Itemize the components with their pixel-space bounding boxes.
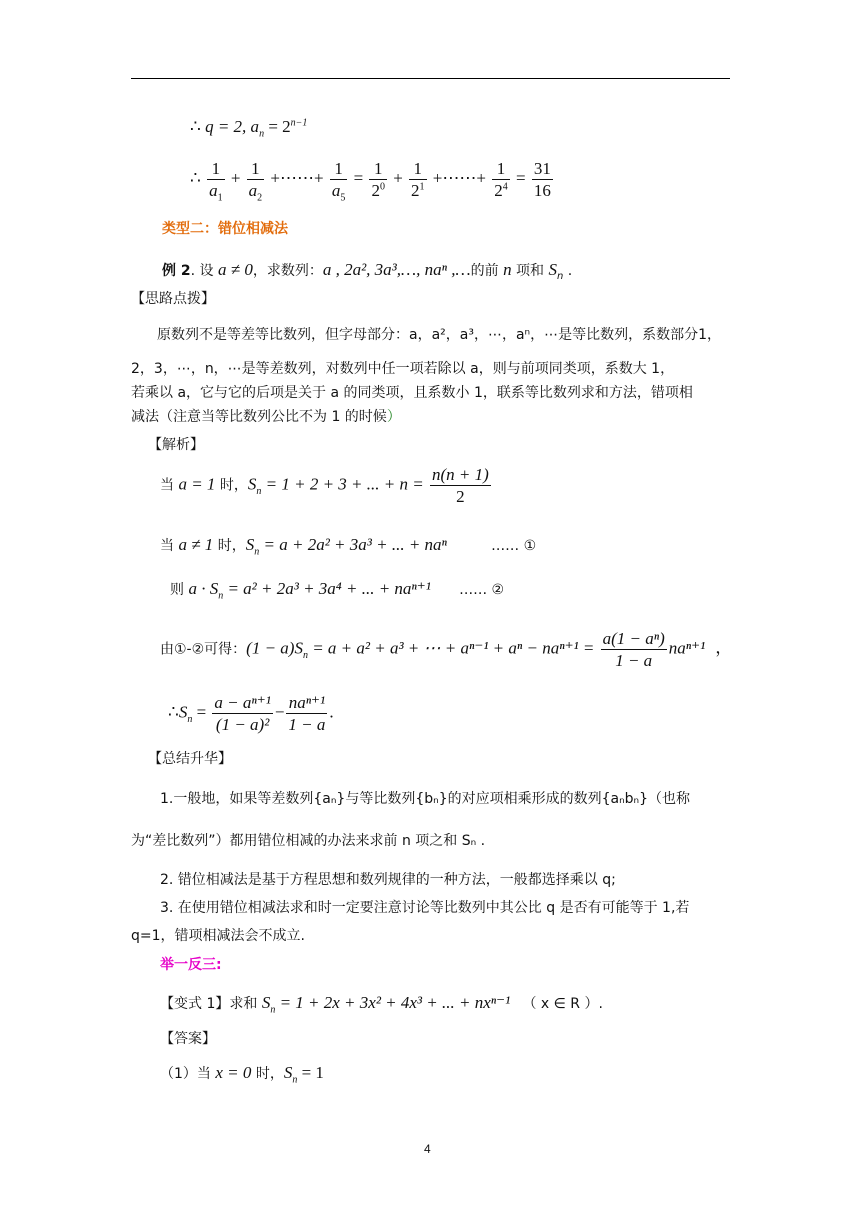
hint-heading: 【思路点拨】 [131,291,215,307]
section-heading-type2: 类型二：错位相减法 [162,221,288,237]
draw-inference-heading: 举一反三: [160,957,222,973]
formula-q-an: ∴ q = 2, $a_n = 2^{n-1}$ [190,117,308,140]
summary-point-1a: 1.一般地，如果等差数列{aₙ}与等比数列{bₙ}的对应项相乘形成的数列{aₙbₙ}（也称 [160,791,691,807]
summary-point-3a: 3. 在使用错位相减法求和时一定要注意讨论等比数列中其公比 q 是否有可能等于 1,若 [160,900,690,916]
summary-point-3b: q=1，错项相减法会不成立. [131,928,305,944]
hint-line-3: 若乘以 a，它与它的后项是关于 a 的同类项，且系数小 1，联系等比数列求和方法，错项相 [131,385,693,401]
summary-heading: 【总结升华】 [148,751,232,767]
answer-heading: 【答案】 [160,1031,216,1047]
summary-point-2: 2. 错位相减法是基于方程思想和数列规律的一种方法，一般都选择乘以 q; [160,872,616,888]
example-2: 例 2. 设 a ≠ 0，求数列：a , 2a², 3a³,…, naⁿ ,…的前 n 项和 $S_n$ . [162,260,573,282]
hint-line-4: 减法（注意当等比数列公比不为 1 的时候） [131,409,401,425]
equation-subtract: 由①-②可得：$(1 - a)S_n = a + a^2 + a^3$ + ⋯ + aⁿ⁻¹ + aⁿ − naⁿ⁺¹ = $\frac{\text{a(1 − aⁿ)}}{1 - a}$ naⁿ⁺¹ ， [160,629,733,670]
case-a-equals-1: 当 a = 1 时，$S_n = 1 + 2 + 3$ + ... + n = $\frac{n(n + 1)}{2}$ [160,465,489,506]
case-a-not-1: 当 a ≠ 1 时，$S_n = a + 2a^2 + 3a^3$ + ... + naⁿ …… ① [160,535,537,558]
header-rule [131,78,730,79]
equation-2: 则 $a \cdot S_n = a^2 + 2a^3 + 3a^4$ + ... + naⁿ⁺¹ …… ② [170,579,505,602]
hint-line-1: 原数列不是等差等比数列，但字母部分：a，a²，a³，⋯，aⁿ，⋯是等比数列，系数部分1， [157,327,722,343]
analysis-heading: 【解析】 [148,437,204,453]
equation-result: $\therefore S_n$ = $\frac{\text{a − aⁿ⁺¹}}{\text{(1 − a)²}}$ − $\frac{\text{naⁿ⁺¹}}{1 - a}$ . [168,693,334,734]
variant-1: 【变式 1】求和 $S_n = 1 + 2x + 3x^2 + 4x^3$ + ... + nxⁿ⁻¹ （ x ∈ R ）. [160,993,603,1016]
formula-reciprocal-sum: ∴ $\frac{1}{a_1}$ + $\frac{1}{a_2}$ +⋯⋯+ $\frac{1}{a_5}$ = $\frac{1}{2^0}$ + $\frac{1}{2^1}$ +⋯⋯+ $\frac{1}{2^4}$ = $\frac{31}{16}$ [190,159,551,204]
page-number: 4 [424,1142,431,1156]
summary-point-1b: 为“差比数列”）都用错位相减的办法来求前 n 项之和 Sₙ . [131,833,486,849]
answer-case-1: （1）当 x = 0 时，$S_n = 1$ [160,1063,324,1086]
hint-line-2: 2，3，⋯，n，⋯是等差数列，对数列中任一项若除以 a，则与前项同类项，系数大 1， [131,361,675,377]
